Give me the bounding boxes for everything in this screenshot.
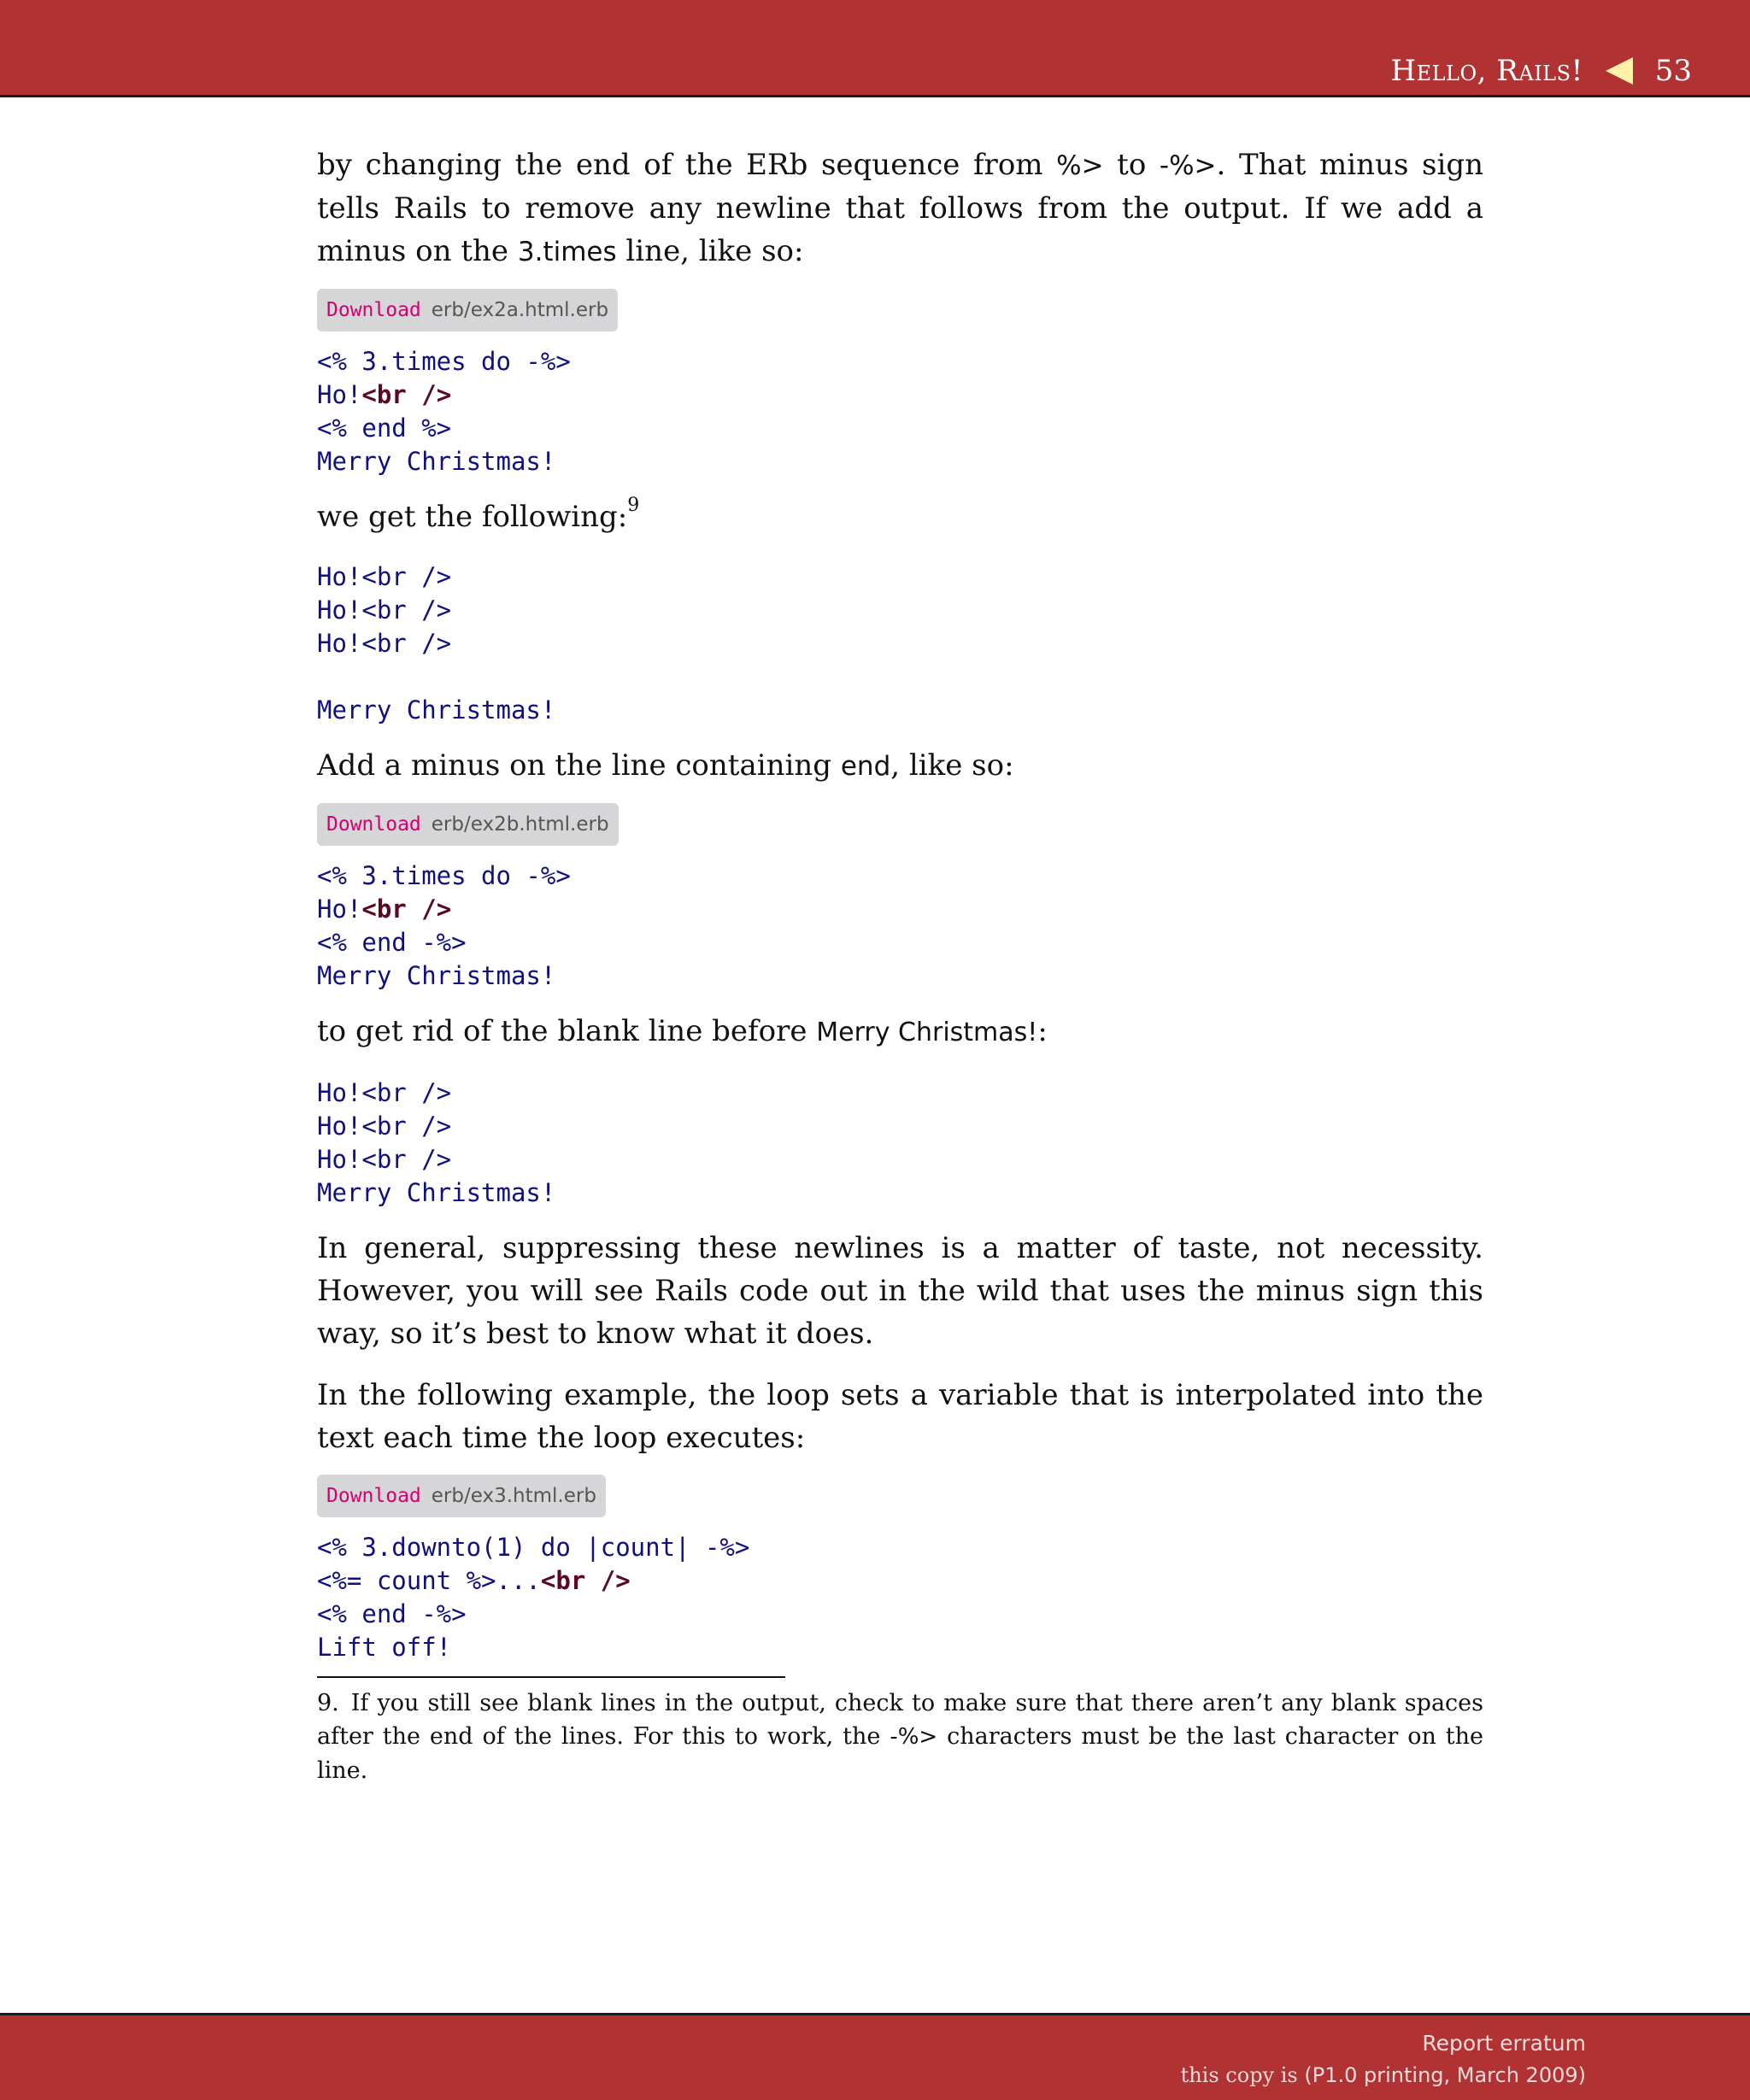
output-line: Ho!<br />	[317, 595, 452, 625]
code-line: Merry Christmas!	[317, 447, 556, 476]
inline-code: 3.times	[517, 237, 617, 267]
html-tag: <br />	[361, 380, 452, 409]
copy-info	[1181, 2063, 1586, 2087]
output-line: Merry Christmas!	[317, 695, 556, 724]
paragraph-4	[317, 1010, 1483, 1054]
code-line: <% end -%>	[317, 928, 467, 957]
code-line: Lift off!	[317, 1633, 452, 1662]
code-listing-ex3	[317, 1531, 1483, 1664]
text-run: by changing the end of the ERb sequence from	[317, 148, 1057, 182]
footnote-9	[317, 1686, 1483, 1787]
report-erratum-link[interactable]: Report erratum	[1422, 2031, 1586, 2056]
paragraph-5: In general, suppressing these newlines is a matter of taste, not necessity. However, you will see Rails code out in the wild that uses the minus sign this way, so it’s best to know what it does.	[317, 1231, 1483, 1351]
text-run: . That minus sign tells Rails to remove any newline that follows from the output. If we add a minus on the	[317, 148, 1483, 268]
paragraph-3	[317, 744, 1483, 788]
footnote-ref[interactable]: 9	[627, 495, 640, 516]
output-listing-1	[317, 560, 1483, 727]
text-run: :	[1037, 1014, 1048, 1048]
code-listing-ex2a	[317, 345, 1483, 478]
footnote-divider	[317, 1676, 785, 1678]
running-head	[1390, 50, 1692, 92]
download-path: erb/ex2a.html.erb	[431, 299, 609, 321]
code-text: Ho!	[317, 380, 362, 409]
code-line	[317, 1564, 1483, 1598]
inline-code: %>	[1056, 150, 1104, 181]
code-listing-ex2b	[317, 859, 1483, 993]
printing-info: (P1.0 printing, March 2009)	[1304, 2063, 1586, 2087]
download-link[interactable]: Download	[326, 299, 421, 321]
text-run: If you still see blank lines in the output, check to make sure that there aren’t any blank spaces after the end of the lines. For this to work, the	[317, 1690, 1483, 1750]
output-line: Ho!<br />	[317, 1145, 452, 1174]
page-content	[317, 144, 1483, 1810]
inline-code: -%>	[1159, 150, 1217, 181]
paragraph-2	[317, 496, 1483, 538]
download-path: erb/ex3.html.erb	[431, 1485, 596, 1507]
download-link[interactable]: Download	[326, 1485, 421, 1507]
output-line: Ho!<br />	[317, 1112, 452, 1141]
html-tag: <br />	[361, 895, 452, 924]
header-bar	[0, 0, 1750, 97]
code-line	[317, 378, 1483, 412]
text-run: Add a minus on the line containing	[317, 748, 841, 783]
paragraph-6: In the following example, the loop sets a variable that is interpolated into the text each time the loop executes:	[317, 1378, 1483, 1455]
code-text: <%= count %>...	[317, 1566, 541, 1595]
download-path: erb/ex2b.html.erb	[431, 813, 609, 836]
output-line: Merry Christmas!	[317, 1178, 556, 1207]
download-tag-ex2a	[317, 289, 618, 331]
output-line	[317, 660, 1483, 694]
html-tag: <br />	[540, 1566, 631, 1595]
code-line: <% 3.downto(1) do |count| -%>	[317, 1533, 750, 1562]
code-line: <% 3.times do -%>	[317, 861, 571, 890]
output-line: Ho!<br />	[317, 1078, 452, 1107]
code-line: Merry Christmas!	[317, 961, 556, 990]
chapter-title: Hello, Rails!	[1390, 54, 1583, 88]
output-line: Ho!<br />	[317, 629, 452, 658]
text-run: , like so:	[890, 748, 1014, 783]
code-line	[317, 893, 1483, 926]
footnote-number: 9.	[317, 1690, 339, 1716]
text-run: to get rid of the blank line before	[317, 1014, 817, 1048]
inline-code: -%>	[890, 1724, 938, 1750]
page-number: 53	[1654, 54, 1692, 88]
code-line: <% 3.times do -%>	[317, 347, 571, 376]
left-triangle-icon[interactable]	[1606, 57, 1633, 85]
inline-code: Merry Christmas!	[816, 1018, 1038, 1047]
copy-prefix: this copy is	[1180, 2063, 1298, 2087]
download-tag-ex3	[317, 1475, 606, 1517]
download-link[interactable]: Download	[326, 813, 421, 836]
code-text: Ho!	[317, 895, 362, 924]
text-run: line, like so:	[616, 234, 804, 268]
output-listing-2	[317, 1076, 1483, 1210]
text-run: we get the following:	[317, 500, 628, 534]
output-line: Ho!<br />	[317, 562, 452, 591]
download-tag-ex2b	[317, 803, 619, 846]
footer-bar	[0, 2013, 1750, 2100]
text-run: to	[1103, 148, 1160, 182]
inline-code: end	[840, 751, 891, 782]
code-line: <% end -%>	[317, 1599, 467, 1628]
code-line: <% end %>	[317, 414, 452, 443]
text-run: characters must be the last character on the line.	[317, 1723, 1484, 1784]
paragraph-1	[317, 144, 1483, 273]
